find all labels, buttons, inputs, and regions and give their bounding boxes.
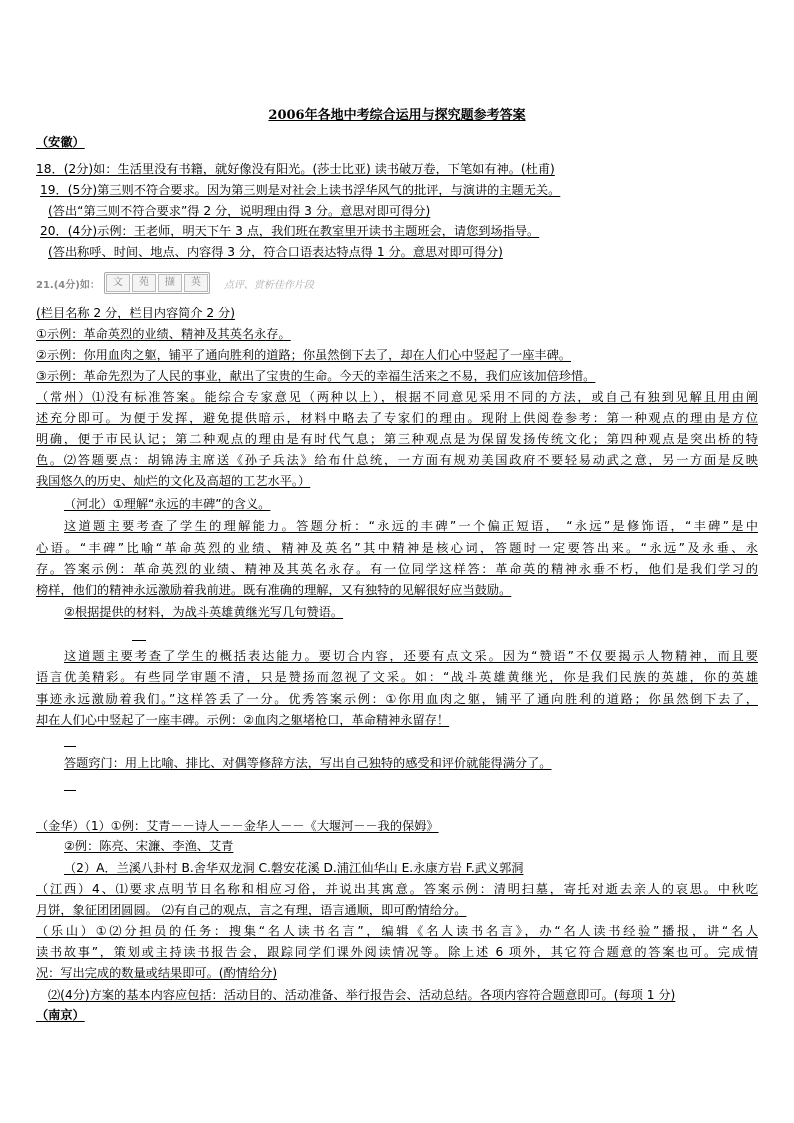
answer-line: 明确，便于市民认记；第二种观点的理由是有时代气息；第三种观点是为保留发扬传统文化；第四种观点是突出桥的特 [36,432,758,446]
answer-line: 18．(2分)如：生活里没有书籍，就好像没有阳光。(莎士比亚) 读书破万卷，下笔如有神。(杜甫) [36,162,555,176]
answer-line: ②示例：你用血肉之躯，铺平了通向胜利的道路；你虽然倒下去了，却在人们心中竖起了一座丰碑。 [36,348,571,362]
section-jiangxi: （江西）4、⑴要求点明节日名称和相应习俗，并说出其寓意。答案示例：清明扫墓，寄托对逝去亲人的哀思。中秋吃 [36,882,758,896]
separator-dash [64,790,76,791]
answer-line: (答出称呼、时间、地点、内容得 3 分，符合口语表达特点得 1 分。意思对即可得分) [48,245,503,259]
answer-line: 语言优美精彩。有些同学审题不清，只是赞扬而忽视了文采。如：“战斗英雄黄继光，你是我们民族的英雄，你的英雄 [36,670,758,684]
answer-line: 况：写出完成的数量或结果即可。(酌情给分) [36,966,278,980]
answer-line: （2）A．兰溪八卦村 B.舍华双龙洞 C.磐安花溪 D.浦江仙华山 E.永康方岩 F.武义郭洞 [64,861,524,875]
answer-line: 20．(4分)示例：王老师，明天下午 3 点，我们班在教室里开读书主题班会，请您到场指导。 [40,224,540,238]
separator-dash [64,746,76,747]
answer-line: (栏目名称 2 分，栏目内容简介 2 分) [36,306,235,320]
section-nanjing: （南京） [36,1008,85,1022]
answer-line: ③示例：革命先烈为了人民的事业，献出了宝贵的生命。今天的幸福生活来之不易，我们应该加倍珍惜。 [36,369,596,383]
section-jinhua: （金华）（1）①例：艾青－－诗人－－金华人－－《大堰河－－我的保姆》 [36,819,439,833]
column-title-char: 撷 [158,274,182,292]
column-title-boxes [104,272,210,294]
clipped-header-image [36,272,314,294]
section-anhui: （安徽） [36,135,85,149]
answer-line: 读书故事”，策划或主持读书报告会，跟踪同学们课外阅读情况等。除上述 6 项外，其它符合题意的答案也可。完成情 [36,945,758,959]
answer-line: 却在人们心中竖起了一座丰碑。示例：②血肉之躯堵枪口，革命精神永留存！ [36,713,450,727]
page-title: 2006年各地中考综合运用与探究题参考答案 [268,108,526,123]
question-number: 21.(4分)如： [36,279,100,291]
answer-line: 我国悠久的历史、灿烂的文化及高超的工艺水平。） [36,474,311,488]
answer-line: 榜样，他们的精神永远激励着我前进。既有准确的理解，又有独特的见解很好应当鼓励。 [36,583,512,597]
section-hebei: （河北）①理解“永远的丰碑”的含义。 [64,497,271,511]
answer-line: 事迹永远激励着我们。”这样答丢了一分。优秀答案示例：①你用血肉之躯，铺平了通向胜利的道路；你虽然倒下去了， [36,692,758,706]
answer-line: 答题窍门：用上比喻、排比、对偶等修辞方法，写出自己独特的感受和评价就能得满分了。 [64,756,552,770]
answer-line: ⑵(4分)方案的基本内容应包括：活动目的、活动准备、举行报告会、活动总结。各项内容符合题意即可。(每项 1 分) [48,988,676,1002]
answer-line: 月饼，象征团团圆圆。 ⑵有自己的观点，言之有理，语言通顺，即可酌情给分。 [36,903,467,917]
answer-line: ②例：陈亮、宋濂、李渔、艾青 [64,839,234,853]
column-title-char: 苑 [132,274,156,292]
answer-line: 述充分即可。为便于发挥，避免提供暗示，材料中略去了专家们的理由。现附上供阅卷参考：第一种观点的理由是方位 [36,411,758,425]
answer-line: 19．(5分)第三则不符合要求。因为第三则是对社会上读书浮华风气的批评，与演讲的主题无关。 [40,183,561,197]
section-leshan: （乐山）①⑵分担员的任务：搜集“名人读书名言”，编辑《名人读书名言》，办“名人读书经验”播报，讲“名人 [36,924,758,938]
answer-line: 心语。“丰碑”比喻“革命英烈的业绩、精神及英名”其中精神是核心词，答题时一定要答出来。“永远”及永垂、永 [36,541,758,555]
answer-line: ①示例：革命英烈的业绩、精神及其英名永存。 [36,327,291,341]
answer-line: 存。答案示例：革命英烈的业绩、精神及其英名永存。有一位同学这样答：革命英的精神永垂不朽，他们是我们学习的 [36,562,758,576]
answer-line: 这道题主要考查了学生的概括表达能力。要切合内容，还要有点文采。因为“赞语”不仅要揭示人物精神，而且要 [64,649,758,663]
column-title-char: 英 [184,274,208,292]
answer-line: ②根据提供的材料，为战斗英雄黄继光写几句赞语。 [64,605,344,619]
section-changzhou: （常州）⑴没有标准答案。能综合专家意见（两种以上），根据不同意见采用不同的方法，或自己有独到见解且用由阐 [36,390,758,404]
answer-line: 这道题主要考查了学生的理解能力。答题分析：“永远的丰碑”一个偏正短语， “永远”是修饰语，“丰碑”是中 [64,519,758,533]
answer-line: 色。⑵答题要点：胡锦涛主席送《孙子兵法》给布什总统，一方面有规劝美国政府不要轻易动武之意，另一方面是反映 [36,453,758,467]
column-caption: 点评、赏析佳作片段 [223,279,314,291]
answer-line: (答出“第三则不符合要求”得 2 分，说明理由得 3 分。意思对即可得分) [48,204,431,218]
separator-dash [132,640,146,641]
column-title-char: 文 [106,274,130,292]
